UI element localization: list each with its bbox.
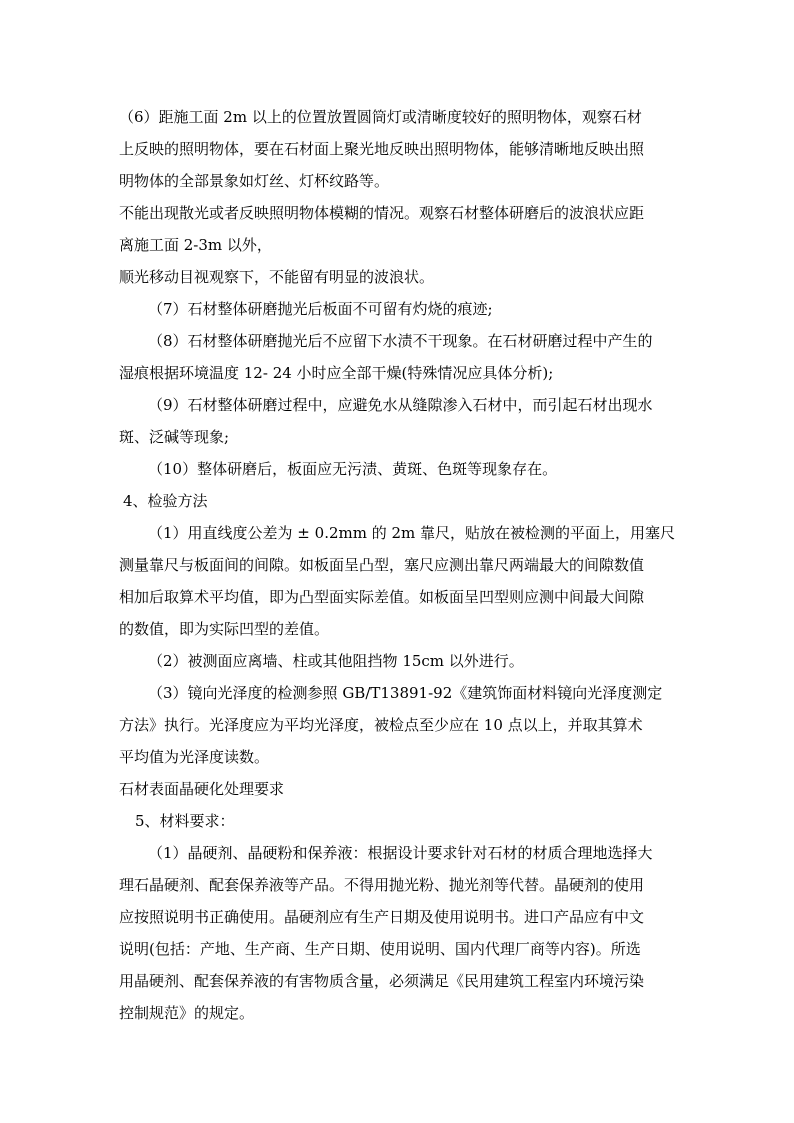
paragraph-line: 平均值为光泽度读数。 (119, 748, 270, 766)
paragraph-line: （10）整体研磨后，板面应无污渍、黄斑、色斑等现象存在。 (148, 460, 558, 478)
paragraph-line: 不能出现散光或者反映照明物体模糊的情况。观察石材整体研磨后的波浪状应距 (119, 204, 645, 222)
paragraph-line: （2）被测面应离墙、柱或其他阻挡物 15cm 以外进行。 (148, 652, 524, 670)
paragraph-line: （1）用直线度公差为 ± 0.2mm 的 2m 靠尺，贴放在被检测的平面上，用塞尺 (148, 524, 676, 542)
paragraph-line: 上反映的照明物体，要在石材面上聚光地反映出照明物体，能够清晰地反映出照 (119, 140, 645, 158)
paragraph-line: （9）石材整体研磨过程中，应避免水从缝隙渗入石材中，而引起石材出现水 (148, 396, 653, 414)
paragraph-line: （6）距施工面 2m 以上的位置放置圆筒灯或清晰度较好的照明物体，观察石材 (119, 108, 642, 126)
paragraph-line: 湿痕根据环境温度 12- 24 小时应全部干燥(特殊情况应具体分析); (119, 364, 554, 382)
document-body (119, 101, 679, 1029)
paragraph-line: 说明(包括：产地、生产商、生产日期、使用说明、国内代理厂商等内容)。所选 (119, 940, 641, 958)
paragraph-line: 用晶硬剂、配套保养液的有害物质含量，必须满足《民用建筑工程室内环境污染 (119, 972, 645, 990)
section-heading: 5、材料要求： (135, 812, 235, 830)
paragraph-line: 应按照说明书正确使用。晶硬剂应有生产日期及使用说明书。进口产品应有中文 (119, 908, 645, 926)
paragraph-line: 相加后取算术平均值，即为凸型面实际差值。如板面呈凹型则应测中间最大间隙 (119, 588, 645, 606)
section-heading: 4、检验方法 (123, 492, 208, 510)
paragraph-line: （1）晶硬剂、晶硬粉和保养液：根据设计要求针对石材的材质合理地选择大 (148, 844, 653, 862)
paragraph-line: 测量靠尺与板面间的间隙。如板面呈凸型，塞尺应测出靠尺两端最大的间隙数值 (119, 556, 645, 574)
paragraph-line: 斑、泛碱等现象; (119, 428, 230, 446)
paragraph-line: 的数值，即为实际凹型的差值。 (119, 620, 330, 638)
paragraph-line: 方法》执行。光泽度应为平均光泽度，被检点至少应在 10 点以上，并取其算术 (119, 716, 643, 734)
section-heading: 石材表面晶硬化处理要求 (119, 780, 285, 798)
paragraph-line: 顺光移动目视观察下，不能留有明显的波浪状。 (119, 268, 435, 286)
paragraph-line: 控制规范》的规定。 (119, 1004, 255, 1022)
paragraph-line: 离施工面 2-3m 以外， (119, 236, 272, 254)
paragraph-line: （7）石材整体研磨抛光后板面不可留有灼烧的痕迹; (148, 300, 493, 318)
paragraph-line: 明物体的全部景象如灯丝、灯杯纹路等。 (119, 172, 390, 190)
paragraph-line: （8）石材整体研磨抛光后不应留下水渍不干现象。在石材研磨过程中产生的 (148, 332, 653, 350)
paragraph-line: 理石晶硬剂、配套保养液等产品。不得用抛光粉、抛光剂等代替。晶硬剂的使用 (119, 876, 645, 894)
paragraph-line: （3）镜向光泽度的检测参照 GB/T13891-92《建筑饰面材料镜向光泽度测定 (148, 684, 663, 702)
